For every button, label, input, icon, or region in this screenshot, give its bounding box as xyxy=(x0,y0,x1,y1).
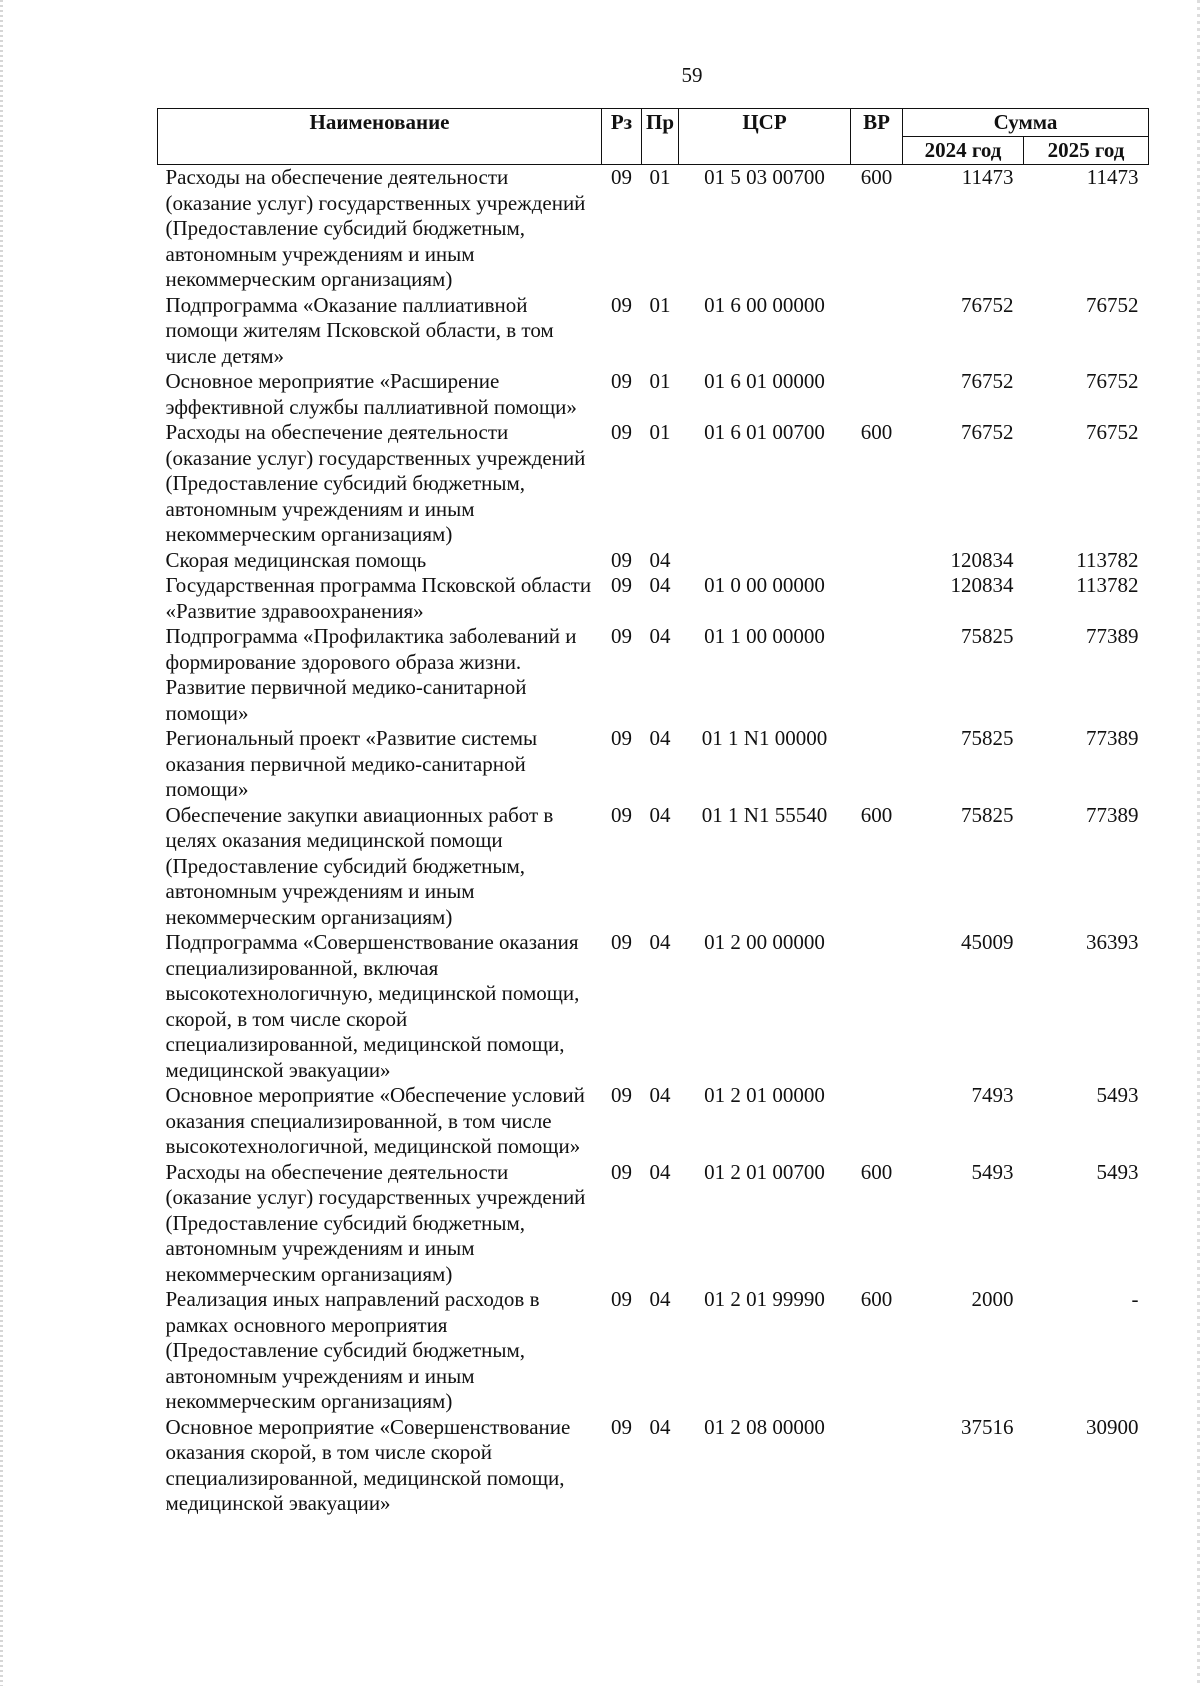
cell-rz: 09 xyxy=(611,292,632,317)
cell-pr: 04 xyxy=(649,573,671,597)
cell-pr: 04 xyxy=(649,726,671,750)
cell-pr: 01 xyxy=(649,165,671,189)
cell-sum-2025: 77389 xyxy=(1086,624,1139,648)
cell-vr xyxy=(851,369,903,420)
cell-csr: 01 0 00 00000 xyxy=(704,573,825,597)
cell-sum-2024: 75825 xyxy=(961,624,1014,648)
cell-csr: 01 1 N1 00000 xyxy=(701,726,828,750)
cell-sum-2024: 76752 xyxy=(961,292,1014,317)
table-row xyxy=(158,548,1149,574)
table-row xyxy=(158,573,1149,624)
table-row xyxy=(158,420,1149,548)
cell-csr: 01 6 01 00700 xyxy=(704,420,825,444)
cell-sum-2025: - xyxy=(1131,1287,1139,1311)
cell-vr xyxy=(851,548,903,574)
cell-name: Реализация иных направлений расходов в рамках основного мероприятия (Предоставление субсидий бюджетным, автономным учреждениям и иным некоммерческим организациям) xyxy=(165,1287,540,1413)
cell-vr: 600 xyxy=(860,1159,893,1184)
header-rz: Рз xyxy=(602,109,642,165)
cell-sum-2024: 37516 xyxy=(961,1414,1014,1439)
cell-csr: 01 2 01 00700 xyxy=(704,1159,825,1184)
cell-sum-2024: 45009 xyxy=(961,930,1014,954)
cell-name: Расходы на обеспечение деятельности (оказание услуг) государственных учреждений (Предоставление субсидий бюджетным, автономным учреждениям и иным некоммерческим организациям) xyxy=(165,420,586,546)
cell-sum-2025: 30900 xyxy=(1086,1414,1139,1439)
cell-vr xyxy=(851,293,903,370)
cell-sum-2025: 113782 xyxy=(1076,573,1139,597)
cell-sum-2024: 7493 xyxy=(971,1083,1014,1107)
scan-edge-left xyxy=(0,0,3,1686)
cell-vr xyxy=(851,573,903,624)
cell-vr xyxy=(851,1083,903,1160)
cell-vr: 600 xyxy=(860,165,893,189)
cell-pr: 01 xyxy=(649,369,671,393)
table-row xyxy=(158,1083,1149,1160)
table-header xyxy=(158,109,1149,165)
table-row xyxy=(158,369,1149,420)
cell-name: Подпрограмма «Совершенствование оказания специализированной, включая высокотехнологичную, медицинской помощи, скорой, в том числе скорой специализированной, медицинской помощи, медицинской эвакуации» xyxy=(165,930,580,1082)
cell-csr: 01 1 N1 55540 xyxy=(701,802,828,827)
cell-sum-2025: 36393 xyxy=(1086,930,1139,954)
cell-pr: 04 xyxy=(649,1083,671,1107)
header-csr: ЦСР xyxy=(679,109,851,165)
header-year-2024: 2024 год xyxy=(903,137,1024,165)
cell-vr xyxy=(851,624,903,726)
cell-sum-2025: 76752 xyxy=(1086,420,1139,444)
cell-pr: 04 xyxy=(649,802,671,827)
cell-sum-2024: 2000 xyxy=(971,1287,1014,1311)
header-pr: Пр xyxy=(642,109,679,165)
cell-pr: 04 xyxy=(649,547,671,572)
cell-csr: 01 2 08 00000 xyxy=(704,1414,825,1439)
cell-rz: 09 xyxy=(611,1414,632,1439)
cell-sum-2024: 120834 xyxy=(950,573,1014,597)
cell-csr: 01 5 03 00700 xyxy=(704,165,825,189)
cell-rz: 09 xyxy=(611,420,632,444)
header-sum: Сумма xyxy=(903,109,1149,137)
header-year-2025: 2025 год xyxy=(1024,137,1149,165)
budget-table xyxy=(157,108,1149,1525)
cell-name: Расходы на обеспечение деятельности (оказание услуг) государственных учреждений (Предоставление субсидий бюджетным, автономным учреждениям и иным некоммерческим организациям) xyxy=(165,165,586,291)
cell-vr: 600 xyxy=(860,420,893,444)
table-row xyxy=(158,1287,1149,1415)
cell-rz: 09 xyxy=(611,802,632,827)
cell-csr: 01 6 00 00000 xyxy=(704,292,825,317)
cell-sum-2024: 5493 xyxy=(971,1159,1014,1184)
page-number: 59 xyxy=(681,63,703,87)
table-row xyxy=(158,165,1149,293)
table-row xyxy=(158,1415,1149,1525)
cell-name: Скорая медицинская помощь xyxy=(165,547,427,572)
cell-pr: 04 xyxy=(649,1414,671,1439)
cell-sum-2024: 11473 xyxy=(961,165,1014,189)
cell-pr: 04 xyxy=(649,624,671,648)
table-row xyxy=(158,726,1149,803)
cell-name: Региональный проект «Развитие системы оказания первичной медико-санитарной помощи» xyxy=(165,726,538,801)
cell-pr: 04 xyxy=(649,1159,671,1184)
header-name: Наименование xyxy=(158,109,602,165)
table-row xyxy=(158,293,1149,370)
table-row xyxy=(158,624,1149,726)
cell-name: Расходы на обеспечение деятельности (оказание услуг) государственных учреждений (Предоставление субсидий бюджетным, автономным учреждениям и иным некоммерческим организациям) xyxy=(165,1159,586,1286)
cell-sum-2025: 76752 xyxy=(1086,292,1139,317)
cell-name: Основное мероприятие «Обеспечение условий оказания специализированной, в том числе высокотехнологичной, медицинской помощи» xyxy=(165,1083,585,1158)
cell-pr: 01 xyxy=(649,292,671,317)
cell-csr: 01 6 01 00000 xyxy=(704,369,825,393)
cell-sum-2025: 5493 xyxy=(1096,1159,1139,1184)
table-row xyxy=(158,930,1149,1083)
cell-sum-2025: 77389 xyxy=(1086,802,1139,827)
cell-rz: 09 xyxy=(611,726,632,750)
cell-sum-2024: 120834 xyxy=(950,547,1014,572)
cell-rz: 09 xyxy=(611,165,632,189)
table-row xyxy=(158,1160,1149,1288)
cell-rz: 09 xyxy=(611,369,632,393)
cell-vr xyxy=(851,726,903,803)
cell-pr: 01 xyxy=(649,420,671,444)
cell-name: Основное мероприятие «Совершенствование оказания скорой, в том числе скорой специализированной, медицинской помощи, медицинской эвакуации» xyxy=(165,1414,571,1515)
cell-sum-2025: 11473 xyxy=(1086,165,1139,189)
cell-rz: 09 xyxy=(611,1159,632,1184)
cell-csr: 01 2 01 00000 xyxy=(704,1083,825,1107)
cell-sum-2024: 75825 xyxy=(961,802,1014,827)
cell-sum-2025: 113782 xyxy=(1076,547,1139,572)
header-vr: ВР xyxy=(851,109,903,165)
cell-vr: 600 xyxy=(860,1287,893,1311)
cell-sum-2025: 77389 xyxy=(1086,726,1139,750)
cell-sum-2024: 76752 xyxy=(961,420,1014,444)
cell-csr: 01 1 00 00000 xyxy=(704,624,825,648)
cell-sum-2024: 75825 xyxy=(961,726,1014,750)
cell-name: Подпрограмма «Профилактика заболеваний и формирование здорового образа жизни. Развитие первичной медико-санитарной помощи» xyxy=(165,624,577,725)
cell-rz: 09 xyxy=(611,573,632,597)
cell-rz: 09 xyxy=(611,1083,632,1107)
table-body xyxy=(158,165,1149,1525)
cell-pr: 04 xyxy=(649,930,671,954)
cell-pr: 04 xyxy=(649,1287,671,1311)
cell-rz: 09 xyxy=(611,547,632,572)
cell-csr: 01 2 01 99990 xyxy=(704,1287,825,1311)
cell-rz: 09 xyxy=(611,930,632,954)
cell-vr: 600 xyxy=(860,802,893,827)
cell-vr xyxy=(851,930,903,1083)
cell-sum-2025: 5493 xyxy=(1096,1083,1139,1107)
table-row xyxy=(158,803,1149,931)
cell-csr xyxy=(679,548,851,574)
cell-sum-2024: 76752 xyxy=(961,369,1014,393)
cell-rz: 09 xyxy=(611,1287,632,1311)
cell-name: Основное мероприятие «Расширение эффективной службы паллиативной помощи» xyxy=(165,369,577,419)
cell-name: Обеспечение закупки авиационных работ в целях оказания медицинской помощи (Предоставление субсидий бюджетным, автономным учреждениям и иным некоммерческим организациям) xyxy=(165,802,554,929)
cell-vr xyxy=(851,1415,903,1525)
cell-rz: 09 xyxy=(611,624,632,648)
cell-csr: 01 2 00 00000 xyxy=(704,930,825,954)
cell-name: Государственная программа Псковской области «Развитие здравоохранения» xyxy=(165,573,592,623)
cell-sum-2025: 76752 xyxy=(1086,369,1139,393)
cell-name: Подпрограмма «Оказание паллиативной помощи жителям Псковской области, в том числе детям» xyxy=(165,292,554,368)
